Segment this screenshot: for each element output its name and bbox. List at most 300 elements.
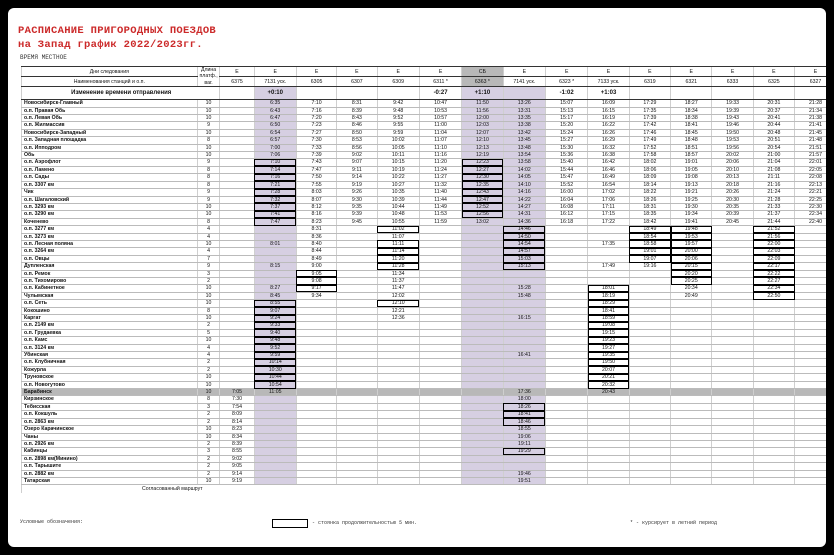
departure-time: 17:22	[588, 218, 629, 225]
day-cell: Е	[753, 67, 794, 77]
departure-time	[220, 322, 254, 329]
departure-time: 19:07	[629, 255, 670, 262]
departure-time	[296, 463, 336, 470]
departure-time: 21:11	[753, 174, 794, 181]
departure-time	[220, 100, 254, 107]
departure-time: 19:39	[712, 107, 753, 114]
station-row	[22, 448, 827, 455]
departure-time: 14:05	[503, 174, 545, 181]
departure-time: 13:58	[503, 159, 545, 166]
departure-time: 9:55	[377, 122, 419, 129]
departure-time: 8:14	[220, 418, 254, 425]
station-row	[22, 322, 827, 329]
departure-time	[296, 381, 336, 388]
departure-time: 13:48	[503, 144, 545, 151]
departure-time: 9:07	[254, 307, 296, 314]
departure-time: 22:34	[753, 285, 794, 292]
departure-time: 7:37	[254, 203, 296, 210]
departure-time	[220, 203, 254, 210]
departure-time: 8:45	[254, 292, 296, 299]
departure-time: 20:44	[753, 122, 794, 129]
departure-time	[296, 337, 336, 344]
station-name: о.п. 2898 км(Минино)	[22, 455, 198, 462]
departure-time	[377, 389, 419, 396]
departure-time: 15:47	[545, 174, 587, 181]
departure-time: 10:39	[377, 196, 419, 203]
departure-time	[337, 448, 377, 455]
departure-time	[254, 463, 296, 470]
departure-time	[671, 381, 712, 388]
departure-time: 21:34	[795, 107, 826, 114]
departure-time: 19:48	[671, 226, 712, 233]
departure-time	[462, 344, 503, 351]
departure-time	[503, 322, 545, 329]
departure-time: 7:50	[296, 174, 336, 181]
departure-time: 20:48	[753, 129, 794, 136]
departure-time	[220, 344, 254, 351]
departure-time	[545, 433, 587, 440]
platform-length: 10	[197, 240, 220, 247]
departure-time: 18:26	[629, 196, 670, 203]
station-row	[22, 240, 827, 247]
departure-time: 8:46	[337, 122, 377, 129]
legend	[20, 519, 820, 533]
departure-time: 7:00	[254, 144, 296, 151]
departure-time: 12:19	[462, 152, 503, 159]
departure-time	[296, 403, 336, 410]
departure-time	[712, 292, 753, 299]
departure-time	[629, 396, 670, 403]
departure-time: 19:23	[588, 337, 629, 344]
departure-time	[462, 248, 503, 255]
departure-time	[337, 440, 377, 447]
departure-time	[712, 255, 753, 262]
departure-time: 11:20	[377, 255, 419, 262]
platform-length: 2	[197, 440, 220, 447]
departure-time	[296, 426, 336, 433]
departure-time	[462, 381, 503, 388]
station-name: о.п. Тихомирово	[22, 277, 198, 284]
change-value	[629, 87, 670, 100]
departure-time: 22:30	[795, 203, 826, 210]
change-value: +0:10	[254, 87, 296, 100]
departure-time	[588, 470, 629, 477]
departure-time	[545, 329, 587, 336]
departure-time	[296, 411, 336, 418]
departure-time	[629, 344, 670, 351]
departure-time	[503, 381, 545, 388]
departure-time: 18:38	[671, 115, 712, 122]
departure-time: 20:35	[712, 203, 753, 210]
departure-time	[419, 277, 461, 284]
departure-time	[753, 448, 794, 455]
departure-time	[795, 352, 826, 359]
departure-time	[377, 440, 419, 447]
day-cell: Е	[588, 67, 629, 77]
departure-time	[753, 463, 794, 470]
departure-time	[545, 307, 587, 314]
departure-time: 13:35	[503, 115, 545, 122]
platform-length: 10	[197, 100, 220, 107]
departure-time: 12:30	[462, 174, 503, 181]
departure-time	[545, 403, 587, 410]
departure-time	[220, 270, 254, 277]
station-row	[22, 381, 827, 388]
departure-time	[419, 315, 461, 322]
departure-time	[671, 455, 712, 462]
departure-time	[419, 374, 461, 381]
platform-length: 10	[197, 144, 220, 151]
departure-time	[753, 455, 794, 462]
departure-time: 18:00	[503, 396, 545, 403]
departure-time	[753, 307, 794, 314]
departure-time: 8:07	[296, 196, 336, 203]
departure-time	[795, 277, 826, 284]
station-name: Озеро Карачинское	[22, 426, 198, 433]
departure-time	[629, 463, 670, 470]
change-value	[220, 87, 254, 100]
departure-time	[337, 329, 377, 336]
departure-time	[296, 433, 336, 440]
station-row	[22, 433, 827, 440]
departure-time: 10:14	[254, 359, 296, 366]
departure-time	[588, 411, 629, 418]
departure-time: 8:03	[296, 189, 336, 196]
departure-time	[629, 270, 670, 277]
departure-time	[296, 455, 336, 462]
train-number: 7133 уск.	[588, 77, 629, 87]
platform-length: 10	[197, 389, 220, 396]
departure-time	[629, 374, 670, 381]
station-row	[22, 248, 827, 255]
station-name: о.п. Клубничная	[22, 359, 198, 366]
departure-time	[337, 463, 377, 470]
station-name: о.п. Шагаловский	[22, 196, 198, 203]
platform-length: 10	[197, 211, 220, 218]
departure-time: 10:02	[377, 137, 419, 144]
departure-time	[795, 366, 826, 373]
change-value	[337, 87, 377, 100]
departure-time	[545, 255, 587, 262]
departure-time: 9:52	[377, 115, 419, 122]
departure-time: 20:06	[671, 255, 712, 262]
departure-time	[220, 233, 254, 240]
change-value: -1:02	[545, 87, 587, 100]
platform-length: 2	[197, 322, 220, 329]
departure-time	[337, 477, 377, 484]
departure-time: 19:01	[671, 159, 712, 166]
station-name: Тебисская	[22, 403, 198, 410]
departure-time: 20:45	[712, 218, 753, 225]
departure-time	[545, 277, 587, 284]
departure-time: 19:46	[712, 122, 753, 129]
day-cell: Е	[296, 67, 336, 77]
departure-time: 20:51	[753, 137, 794, 144]
departure-time	[629, 418, 670, 425]
departure-time: 12:43	[462, 189, 503, 196]
departure-time: 17:36	[503, 389, 545, 396]
train-number: 6319	[629, 77, 670, 87]
legend-star-text: * - курсирует в летний период	[630, 520, 718, 526]
departure-time: 14:54	[503, 240, 545, 247]
station-label: Наименования станций и о.п.	[22, 77, 198, 87]
departure-time	[712, 359, 753, 366]
departure-time: 11:40	[419, 189, 461, 196]
length-label: Длина платф., ваг.	[197, 67, 220, 87]
train-number: 6307	[337, 77, 377, 87]
departure-time	[671, 300, 712, 307]
departure-time: 8:12	[296, 203, 336, 210]
departure-time	[795, 359, 826, 366]
departure-time: 8:39	[220, 440, 254, 447]
departure-time: 18:54	[629, 233, 670, 240]
station-row	[22, 315, 827, 322]
departure-time	[220, 144, 254, 151]
station-name: Новосибирск-Главный	[22, 100, 198, 107]
departure-time: 18:01	[588, 285, 629, 292]
station-name: о.п. Сеть	[22, 300, 198, 307]
station-name: о.п. Ремок	[22, 270, 198, 277]
train-number: 6305	[296, 77, 336, 87]
departure-time	[753, 440, 794, 447]
departure-time: 10:55	[377, 218, 419, 225]
departure-time	[220, 174, 254, 181]
departure-time	[753, 352, 794, 359]
departure-time: 18:22	[629, 189, 670, 196]
departure-time	[377, 448, 419, 455]
departure-time: 18:59	[588, 315, 629, 322]
station-name: о.п. Правая Обь	[22, 107, 198, 114]
departure-time: 15:40	[545, 159, 587, 166]
platform-length: 8	[197, 181, 220, 188]
departure-time	[419, 359, 461, 366]
departure-time: 11:34	[377, 270, 419, 277]
departure-time	[671, 433, 712, 440]
station-row	[22, 137, 827, 144]
departure-time	[419, 366, 461, 373]
platform-length: 2	[197, 463, 220, 470]
departure-time	[795, 455, 826, 462]
change-row	[22, 87, 827, 100]
departure-time: 15:44	[545, 166, 587, 173]
departure-time	[795, 433, 826, 440]
departure-time	[629, 389, 670, 396]
train-number: 6363 *	[462, 77, 503, 87]
departure-time	[503, 455, 545, 462]
station-name: Обь	[22, 152, 198, 159]
departure-time: 21:08	[753, 166, 794, 173]
departure-time: 22:50	[753, 292, 794, 299]
departure-time: 21:38	[795, 115, 826, 122]
departure-time	[220, 107, 254, 114]
station-row	[22, 203, 827, 210]
departure-time	[254, 440, 296, 447]
departure-time	[629, 381, 670, 388]
departure-time	[296, 448, 336, 455]
departure-time	[545, 233, 587, 240]
station-row	[22, 218, 827, 225]
platform-length: 8	[197, 218, 220, 225]
day-cell: Е	[419, 67, 461, 77]
departure-time: 20:31	[753, 100, 794, 107]
departure-time	[220, 166, 254, 173]
departure-time	[503, 374, 545, 381]
departure-time	[377, 418, 419, 425]
departure-time	[337, 322, 377, 329]
station-row	[22, 440, 827, 447]
departure-time: 21:37	[753, 211, 794, 218]
departure-time: 8:44	[296, 248, 336, 255]
departure-time: 10:57	[419, 115, 461, 122]
departure-time	[503, 344, 545, 351]
departure-time	[795, 381, 826, 388]
departure-time	[629, 470, 670, 477]
departure-time	[712, 448, 753, 455]
departure-time	[296, 307, 336, 314]
departure-time: 17:06	[588, 196, 629, 203]
departure-time	[712, 263, 753, 270]
departure-time	[545, 470, 587, 477]
departure-time: 11:04	[419, 129, 461, 136]
departure-time	[462, 396, 503, 403]
departure-time	[588, 448, 629, 455]
departure-time	[419, 389, 461, 396]
departure-time: 9:02	[220, 455, 254, 462]
departure-time: 7:32	[254, 196, 296, 203]
departure-time: 22:03	[753, 248, 794, 255]
platform-length: 8	[197, 307, 220, 314]
train-number: 7131 уск.	[254, 77, 296, 87]
departure-time: 9:59	[377, 129, 419, 136]
departure-time	[671, 315, 712, 322]
departure-time: 8:31	[296, 226, 336, 233]
departure-time	[462, 285, 503, 292]
train-number: 6325	[753, 77, 794, 87]
departure-time: 16:46	[588, 166, 629, 173]
departure-time: 17:49	[588, 263, 629, 270]
departure-time: 18:14	[629, 181, 670, 188]
departure-time: 8:31	[337, 100, 377, 107]
station-row	[22, 277, 827, 284]
departure-time: 6:57	[254, 137, 296, 144]
station-name: о.п. 3293 км	[22, 203, 198, 210]
departure-time	[671, 403, 712, 410]
departure-time: 10:30	[254, 366, 296, 373]
departure-time: 18:42	[629, 218, 670, 225]
departure-time: 20:00	[671, 248, 712, 255]
departure-time	[462, 470, 503, 477]
departure-time: 22:05	[795, 166, 826, 173]
day-cell: Е	[545, 67, 587, 77]
departure-time	[629, 352, 670, 359]
departure-time	[337, 307, 377, 314]
station-name: Дупленская	[22, 263, 198, 270]
departure-time	[753, 359, 794, 366]
departure-time: 12:52	[462, 203, 503, 210]
platform-length: 9	[197, 196, 220, 203]
departure-time: 10:19	[377, 166, 419, 173]
departure-time	[545, 248, 587, 255]
departure-time: 18:41	[671, 122, 712, 129]
departure-time	[296, 418, 336, 425]
title-line-1: РАСПИСАНИЕ ПРИГОРОДНЫХ ПОЕЗДОВ	[18, 25, 217, 37]
station-name: о.п. 3264 км	[22, 248, 198, 255]
departure-time: 15:03	[503, 255, 545, 262]
departure-time: 18:41	[588, 307, 629, 314]
station-row	[22, 270, 827, 277]
departure-time	[296, 322, 336, 329]
departure-time	[712, 233, 753, 240]
day-cell: Е	[254, 67, 296, 77]
departure-time	[753, 300, 794, 307]
departure-time: 12:10	[377, 300, 419, 307]
departure-time: 12:13	[462, 144, 503, 151]
departure-time	[377, 374, 419, 381]
departure-time	[462, 433, 503, 440]
departure-time: 9:17	[296, 285, 336, 292]
departure-time	[377, 455, 419, 462]
train-number: 6375	[220, 77, 254, 87]
departure-time	[220, 300, 254, 307]
departure-time	[337, 403, 377, 410]
departure-time: 18:34	[671, 107, 712, 114]
departure-time: 12:21	[377, 307, 419, 314]
departure-time	[753, 477, 794, 484]
day-cell: Е	[220, 67, 254, 77]
departure-time	[671, 448, 712, 455]
platform-length: 7	[197, 255, 220, 262]
departure-time	[337, 292, 377, 299]
departure-time	[671, 322, 712, 329]
departure-time	[629, 366, 670, 373]
train-number: 6311 *	[419, 77, 461, 87]
departure-time: 10:27	[377, 181, 419, 188]
departure-time	[337, 240, 377, 247]
station-name: о.п. Грудаевка	[22, 329, 198, 336]
departure-time: 16:22	[588, 122, 629, 129]
departure-time: 17:58	[629, 152, 670, 159]
departure-time	[337, 263, 377, 270]
platform-length: 10	[197, 300, 220, 307]
departure-time: 20:07	[588, 366, 629, 373]
departure-time	[712, 403, 753, 410]
departure-time: 11:47	[377, 285, 419, 292]
departure-time: 11:44	[419, 196, 461, 203]
departure-time: 11:28	[377, 263, 419, 270]
departure-time	[795, 344, 826, 351]
departure-time	[419, 307, 461, 314]
departure-time: 18:09	[629, 174, 670, 181]
departure-time	[377, 381, 419, 388]
departure-time	[296, 440, 336, 447]
platform-length: 8	[197, 174, 220, 181]
departure-time: 7:05	[220, 389, 254, 396]
departure-time	[795, 307, 826, 314]
platform-length: 2	[197, 418, 220, 425]
subtitle-local-time: ВРЕМЯ МЕСТНОЕ	[20, 54, 67, 61]
day-cell: Е	[377, 67, 419, 77]
departure-time: 11:16	[419, 152, 461, 159]
platform-length: 10	[197, 285, 220, 292]
departure-time	[419, 263, 461, 270]
departure-time	[588, 433, 629, 440]
departure-time: 7:47	[254, 218, 296, 225]
departure-time: 17:35	[629, 107, 670, 114]
departure-time	[462, 374, 503, 381]
departure-time: 13:26	[503, 100, 545, 107]
departure-time: 14:16	[503, 189, 545, 196]
departure-time	[462, 403, 503, 410]
